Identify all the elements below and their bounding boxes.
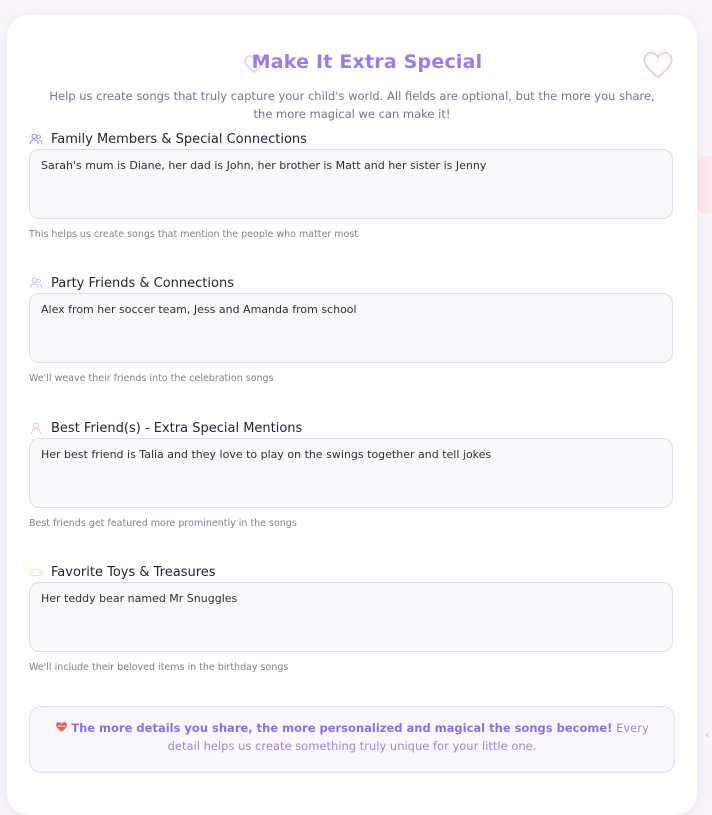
- section-header: [29, 273, 234, 293]
- users-icon: [29, 132, 43, 146]
- helper-text: Best friends get featured more prominently in the songs: [29, 518, 297, 529]
- form-card: [7, 15, 697, 815]
- section-title: Family Members & Special Connections: [51, 131, 307, 147]
- section-header: [29, 418, 302, 438]
- best-friends-input[interactable]: Her best friend is Talia and they love to play on the swings together and tell jokes: [29, 438, 673, 508]
- background-accent: [698, 156, 712, 214]
- heart-emoji-icon: [55, 721, 68, 733]
- page-title: Make It Extra Special: [251, 51, 483, 73]
- page-subtitle: Help us create songs that truly capture your child's world. All fields are optional, but the more you share, the more magical we can make it!: [49, 89, 655, 121]
- section-header: [29, 129, 307, 149]
- tip-text: Every detail helps us create something truly unique for your little one.: [167, 721, 649, 753]
- helper-text: This helps us create songs that mention the people who matter most: [29, 229, 359, 240]
- family-members-input[interactable]: Sarah's mum is Diane, her dad is John, her brother is Matt and her sister is Jenny: [29, 149, 673, 219]
- tip-emphasis: The more details you share, the more personalized and magical the songs become!: [71, 721, 613, 735]
- section-title: Favorite Toys & Treasures: [51, 564, 216, 580]
- section-title: Best Friend(s) - Extra Special Mentions: [51, 420, 303, 436]
- helper-text: We'll weave their friends into the celebration songs: [29, 373, 274, 384]
- section-header: [29, 562, 216, 582]
- favorite-toys-input[interactable]: Her teddy bear named Mr Snuggles: [29, 582, 673, 652]
- user-icon: [29, 421, 43, 435]
- gamepad-icon: [29, 565, 43, 579]
- edge-glyph: ‹: [705, 728, 710, 741]
- section-title: Party Friends & Connections: [51, 275, 234, 291]
- party-friends-input[interactable]: Alex from her soccer team, Jess and Amanda from school: [29, 293, 673, 363]
- tip-box: [29, 706, 675, 773]
- users-icon: [29, 276, 43, 290]
- helper-text: We'll include their beloved items in the birthday songs: [29, 662, 289, 673]
